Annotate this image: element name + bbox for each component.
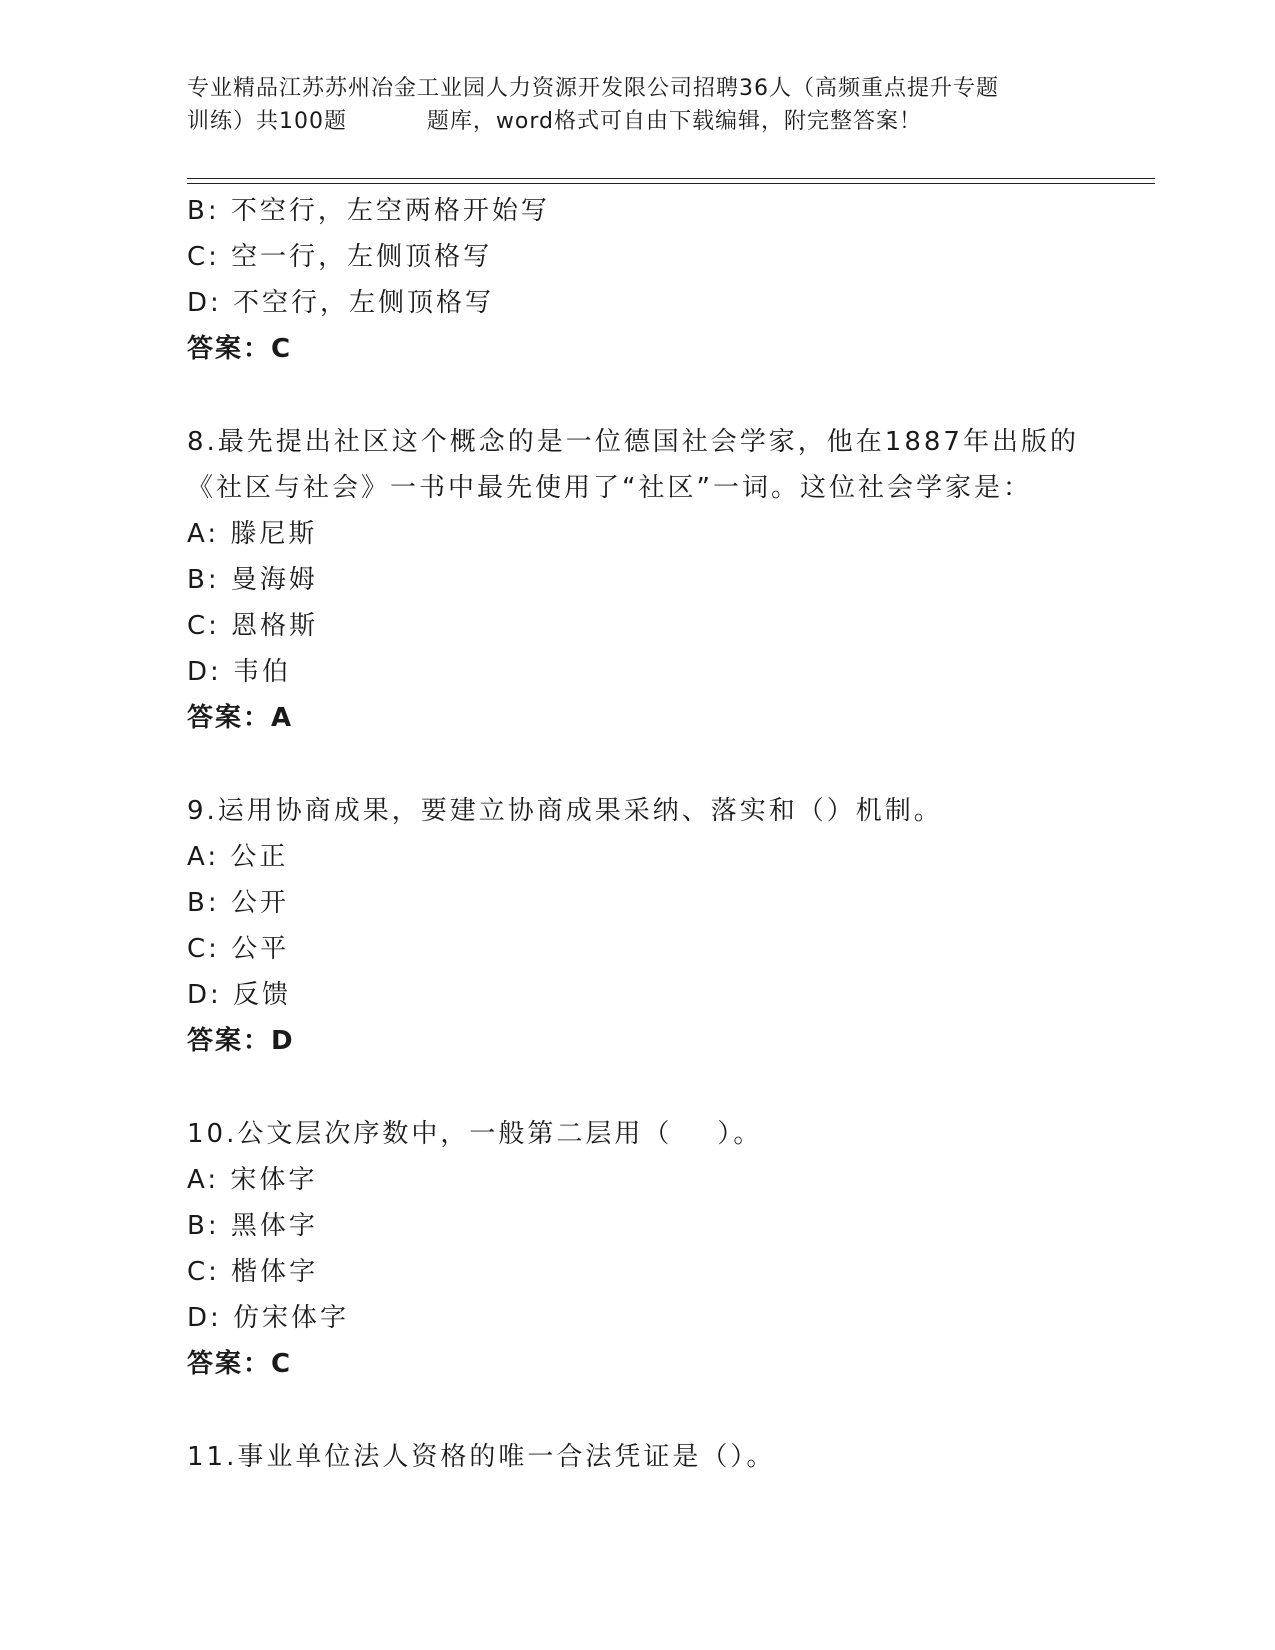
option-b: B: 公开 — [187, 888, 289, 918]
question-stem-line-1: 8.最先提出社区这个概念的是一位德国社会学家，他在1887年出版的 — [187, 427, 1079, 457]
option-d: D: 反馈 — [187, 980, 292, 1010]
option-b: B: 曼海姆 — [187, 565, 318, 595]
answer: 答案：A — [187, 703, 294, 733]
option-c: C: 空一行，左侧顶格写 — [187, 242, 493, 272]
question-9 — [187, 788, 1155, 1064]
question-stem: 10.公文层次序数中，一般第二层用（ ）。 — [187, 1119, 763, 1149]
option-c: C: 楷体字 — [187, 1257, 319, 1287]
header-line-2: 训练）共100题 题库，word格式可自由下载编辑，附完整答案！ — [187, 109, 923, 134]
answer: 答案：C — [187, 334, 293, 364]
question-stem: 9.运用协商成果，要建立协商成果采纳、落实和（）机制。 — [187, 796, 943, 826]
answer: 答案：D — [187, 1026, 295, 1056]
question-8 — [187, 419, 1155, 741]
option-d: D: 韦伯 — [187, 657, 292, 687]
question-stem-line-2: 《社区与社会》一书中最先使用了“社区”一词。这位社会学家是： — [187, 473, 1032, 503]
question-7 — [187, 188, 1155, 372]
option-d: D: 不空行，左侧顶格写 — [187, 288, 495, 318]
header-rule-bottom — [187, 183, 1155, 184]
question-list — [187, 188, 1155, 1480]
option-a: A: 公正 — [187, 842, 289, 872]
option-b: B: 黑体字 — [187, 1211, 318, 1241]
option-c: C: 恩格斯 — [187, 611, 319, 641]
answer: 答案：C — [187, 1349, 293, 1379]
option-b: B: 不空行，左空两格开始写 — [187, 196, 550, 226]
option-a: A: 滕尼斯 — [187, 519, 318, 549]
option-a: A: 宋体字 — [187, 1165, 318, 1195]
option-c: C: 公平 — [187, 934, 290, 964]
question-11 — [187, 1434, 1155, 1480]
question-10 — [187, 1111, 1155, 1387]
header-line-1: 专业精品江苏苏州冶金工业园人力资源开发限公司招聘36人（高频重点提升专题 — [187, 76, 999, 101]
page-header — [187, 72, 1087, 138]
question-stem: 11.事业单位法人资格的唯一合法凭证是（）。 — [187, 1442, 776, 1472]
option-d: D: 仿宋体字 — [187, 1303, 350, 1333]
header-rule-top — [187, 178, 1155, 179]
